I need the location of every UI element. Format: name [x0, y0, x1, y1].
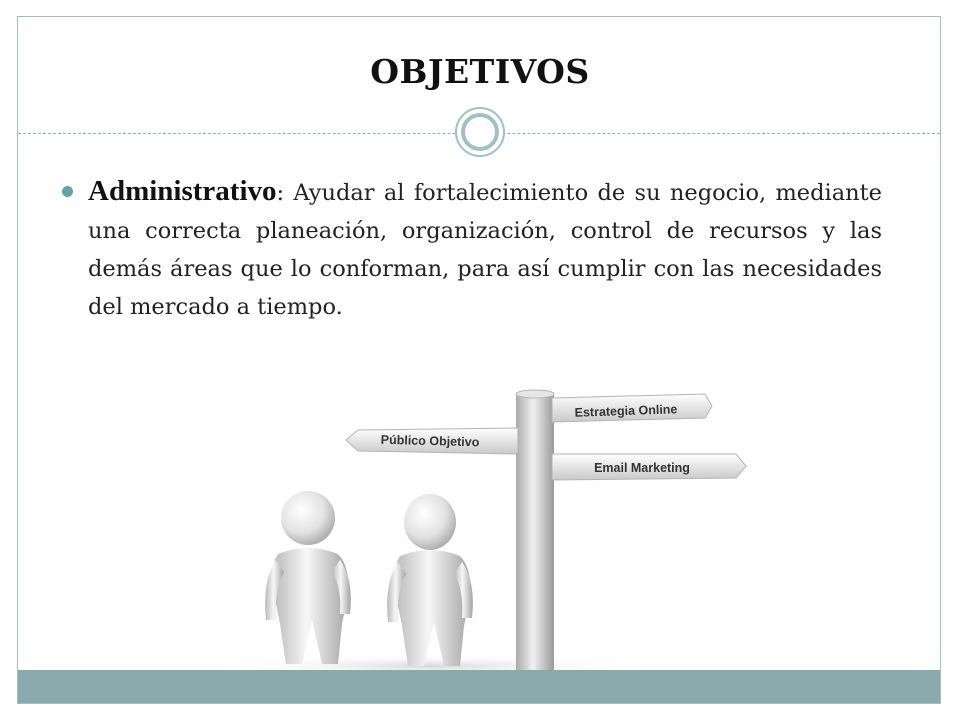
- bullet-body: Ayudar al fortalecimiento de su negocio, mediante una correcta planeación, organización, control de recursos y las demás áreas que lo conforman, para así cumplir con las necesidades del mercado a tiempo.: [88, 180, 882, 320]
- sign-left: [346, 428, 518, 454]
- bullet-item: [60, 172, 882, 326]
- sign-left-label: Público Objetivo: [380, 432, 480, 450]
- figure-right: [387, 494, 473, 666]
- figure-left: [265, 491, 351, 664]
- bullet-dot-icon: [62, 186, 73, 197]
- sign-right-bottom: [552, 454, 746, 480]
- content-area: [60, 172, 882, 326]
- footer-band: [18, 670, 940, 703]
- sign-right-top-label: Estrategia Online: [574, 402, 678, 420]
- bullet-separator: :: [276, 180, 285, 206]
- bullet-term: Administrativo: [88, 175, 277, 207]
- sign-right-top: [552, 394, 712, 422]
- bullet-paragraph: [88, 172, 882, 326]
- sign-right-bottom-label: Email Marketing: [594, 461, 690, 475]
- circle-ornament-icon: [454, 106, 506, 158]
- signpost-illustration: [200, 384, 760, 678]
- slide-title: OBJETIVOS: [370, 52, 590, 91]
